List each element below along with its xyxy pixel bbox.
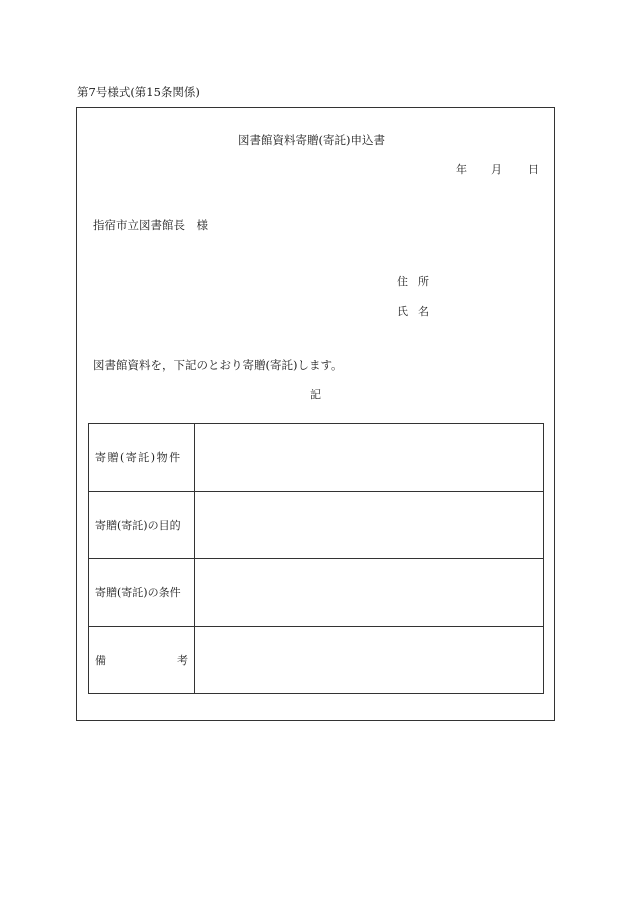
remarks-label-right: 考	[177, 653, 188, 667]
purpose-value[interactable]	[195, 491, 544, 559]
purpose-label: 寄贈(寄託)の目的	[89, 491, 195, 559]
conditions-label: 寄贈(寄託)の条件	[89, 559, 195, 627]
date-month-label: 月	[491, 163, 502, 176]
name-label: 氏名	[397, 305, 439, 318]
conditions-value[interactable]	[195, 559, 544, 627]
item-value[interactable]	[195, 424, 544, 492]
table-row	[89, 491, 544, 559]
item-label: 寄贈(寄託)物件	[89, 424, 195, 492]
statement: 図書館資料を，下記のとおり寄贈(寄託)します。	[93, 358, 343, 372]
form-title: 図書館資料寄贈(寄託)申込書	[238, 133, 385, 147]
date-day-label: 日	[528, 163, 539, 176]
remarks-label-left: 備	[95, 653, 106, 667]
addressee: 指宿市立図書館長 様	[93, 218, 208, 232]
remarks-value[interactable]	[195, 626, 544, 694]
form-code: 第7号様式(第15条関係)	[77, 85, 200, 99]
ki-heading: 記	[310, 388, 321, 401]
table-row	[89, 424, 544, 492]
table-row	[89, 626, 544, 694]
items-table	[88, 423, 544, 694]
address-label: 住所	[397, 275, 439, 288]
remarks-label	[89, 626, 195, 694]
date-year-label: 年	[456, 163, 467, 176]
table-row	[89, 559, 544, 627]
